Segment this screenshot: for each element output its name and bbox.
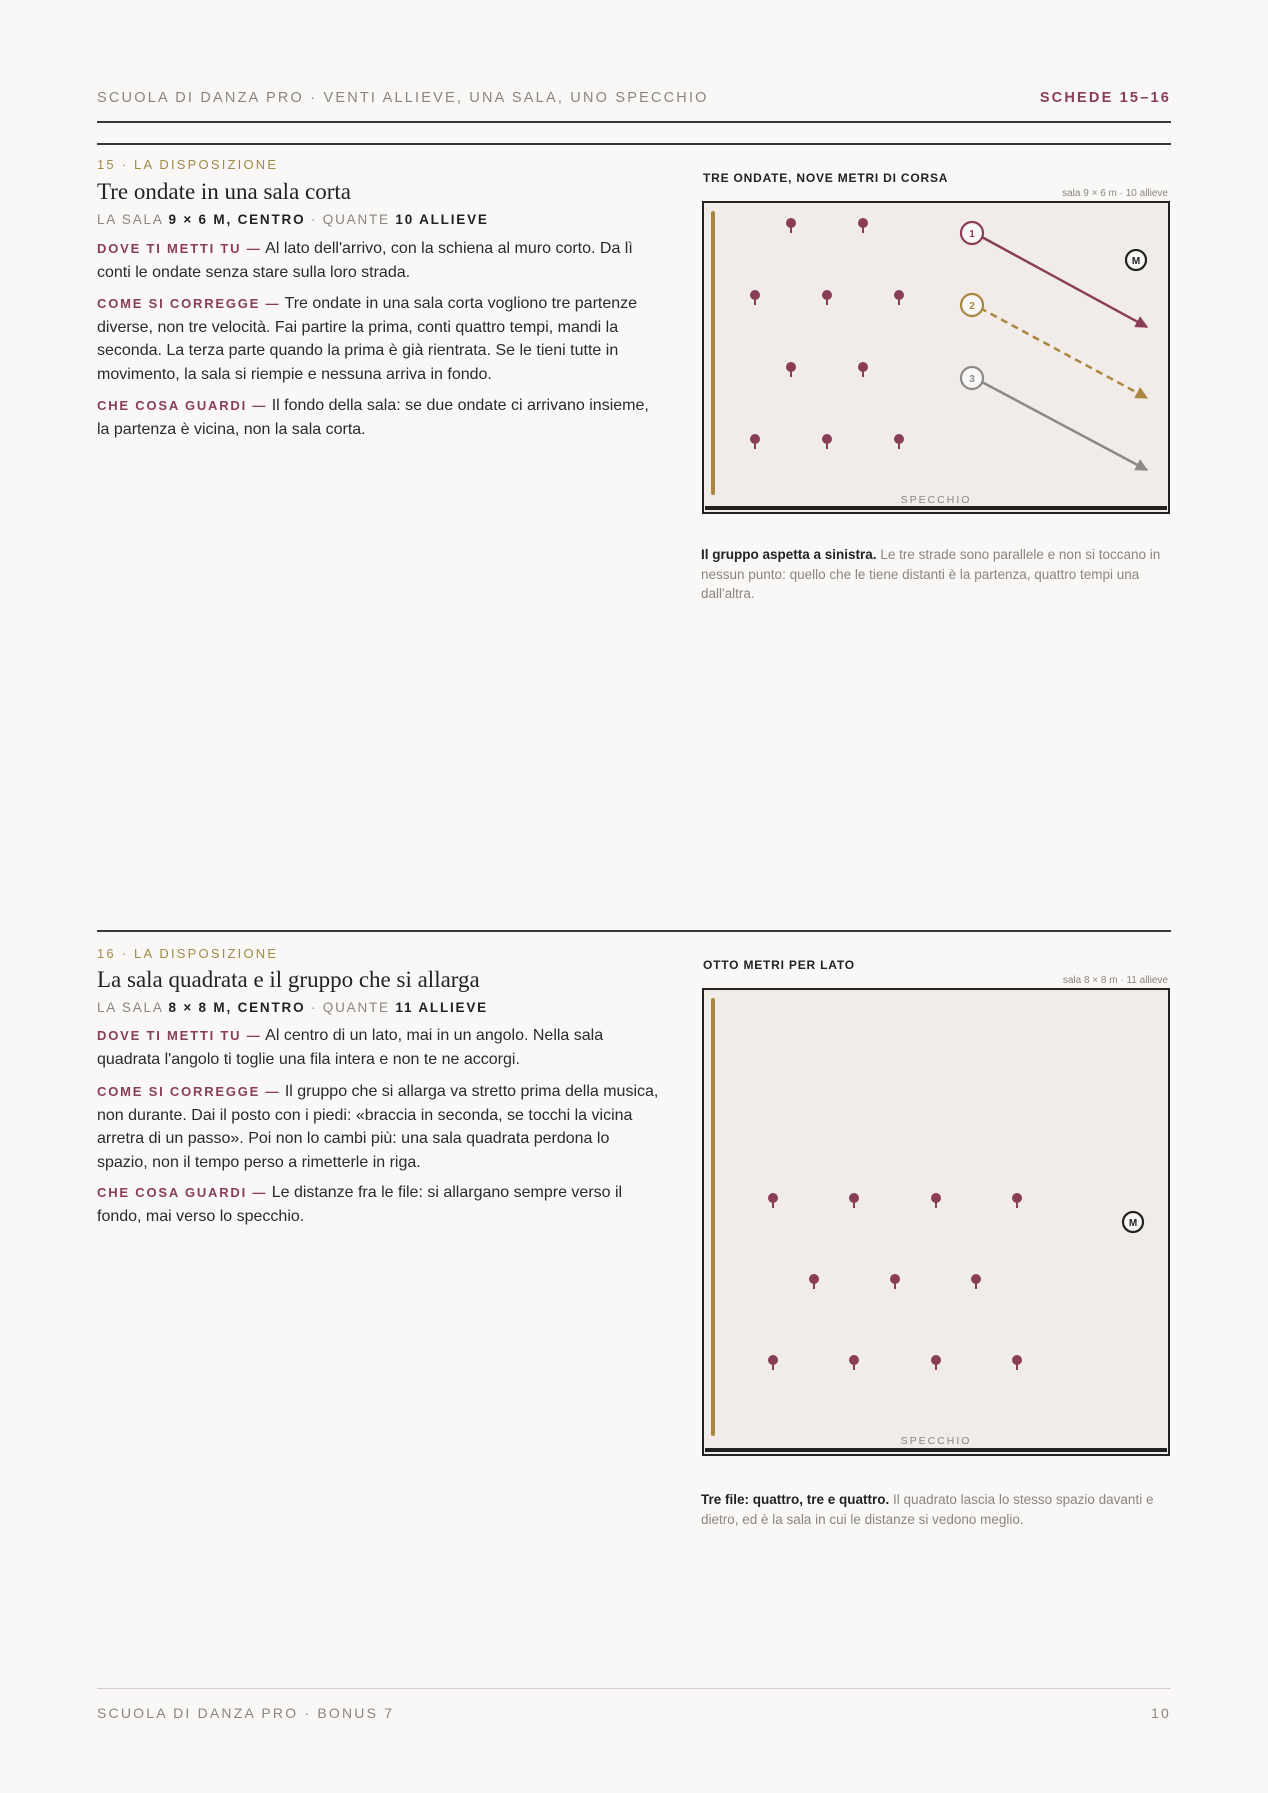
caption-text: Il quadrato lascia lo stesso spazio davanti e dietro, ed è la sala in cui le distanze si vedono meglio. xyxy=(701,1492,1154,1527)
paragraph-label: CHE COSA GUARDI — xyxy=(97,398,268,413)
header-rule-bottom xyxy=(97,143,1171,145)
count-value: 10 ALLIEVE xyxy=(395,212,489,227)
page-number: 10 xyxy=(1151,1705,1171,1721)
room-diagram-15 xyxy=(702,201,1170,514)
room-floor xyxy=(703,989,1169,1455)
sheet-divider xyxy=(97,930,1171,932)
wave-number: 1 xyxy=(969,229,975,240)
wave-number: 3 xyxy=(969,374,975,385)
caption-lead: Il gruppo aspetta a sinistra. xyxy=(701,547,877,562)
caption-text: Le tre strade sono parallele e non si toccano in nessun punto: quello che le tiene distanti è la partenza, quattro tempi una dall'altra. xyxy=(701,547,1161,601)
meta-separator: · xyxy=(310,212,318,227)
paragraph-text: Al lato dell'arrivo, con la schiena al muro corto. Da lì conti le ondate senza stare sulla loro strada. xyxy=(97,240,633,281)
paragraph-label: CHE COSA GUARDI — xyxy=(97,1185,268,1200)
mirror-label: SPECCHIO xyxy=(900,1435,972,1447)
teacher-marker xyxy=(1123,1212,1143,1232)
teacher-marker xyxy=(1126,250,1146,270)
room-diagram-16 xyxy=(702,988,1170,1456)
sheet-kicker: 15 · LA DISPOSIZIONE xyxy=(97,157,279,172)
sheet-meta xyxy=(97,1000,488,1015)
paragraph-text: Il fondo della sala: se due ondate ci arrivano insieme, la partenza è vicina, non la sala corta. xyxy=(97,397,649,438)
paragraph-correct xyxy=(97,292,662,386)
sheet-meta xyxy=(97,212,489,227)
paragraph-correct xyxy=(97,1080,662,1174)
paragraph-where xyxy=(97,237,662,284)
room-label: LA SALA xyxy=(97,212,163,227)
figure-title: OTTO METRI PER LATO xyxy=(703,958,855,972)
figure-subtitle: sala 9 × 6 m · 10 allieve xyxy=(1062,188,1168,199)
wave-number: 2 xyxy=(969,301,975,312)
paragraph-text: Le distanze fra le file: si allargano sempre verso il fondo, mai verso lo specchio. xyxy=(97,1184,623,1225)
paragraph-label: COME SI CORREGGE — xyxy=(97,296,281,311)
room-floor xyxy=(703,202,1169,513)
figure-caption xyxy=(701,545,1171,604)
paragraph-where xyxy=(97,1024,662,1071)
paragraph-watch xyxy=(97,1181,662,1228)
footer-rule xyxy=(97,1688,1171,1689)
sheet-kicker: 16 · LA DISPOSIZIONE xyxy=(97,946,279,961)
running-title: SCUOLA DI DANZA PRO · VENTI ALLIEVE, UNA SALA, UNO SPECCHIO xyxy=(97,90,709,106)
meta-separator: · xyxy=(310,1000,318,1015)
paragraph-text: Al centro di un lato, mai in un angolo. Nella sala quadrata l'angolo ti toglie una fila intera e non te ne accorgi. xyxy=(97,1027,604,1068)
figure-title: TRE ONDATE, NOVE METRI DI CORSA xyxy=(703,171,949,185)
header-rule-top xyxy=(97,121,1171,123)
teacher-label: M xyxy=(1128,1218,1138,1229)
paragraph-text: Tre ondate in una sala corta vogliono tre partenze diverse, non tre velocità. Fai partire la prima, conti quattro tempi, mandi la seconda. La terza parte quando la prima è già rientrata. Se le tieni tutte in movimento, la sala si riempie e nessuna arriva in fondo. xyxy=(97,295,638,383)
room-value: 8 × 8 M, CENTRO xyxy=(168,1000,306,1015)
count-label: QUANTE xyxy=(322,212,390,227)
footer-title: SCUOLA DI DANZA PRO · BONUS 7 xyxy=(97,1705,395,1721)
count-value: 11 ALLIEVE xyxy=(395,1000,488,1015)
mirror-label: SPECCHIO xyxy=(900,494,972,506)
paragraph-label: COME SI CORREGGE — xyxy=(97,1084,281,1099)
sheet-title: La sala quadrata e il gruppo che si allarga xyxy=(97,967,480,992)
figure-caption xyxy=(701,1490,1171,1529)
caption-lead: Tre file: quattro, tre e quattro. xyxy=(701,1492,890,1507)
figure-subtitle: sala 8 × 8 m · 11 allieve xyxy=(1062,975,1168,986)
room-value: 9 × 6 M, CENTRO xyxy=(168,212,306,227)
paragraph-label: DOVE TI METTI TU — xyxy=(97,241,262,256)
paragraph-text: Il gruppo che si allarga va stretto prima della musica, non durante. Dai il posto con i piedi: «braccia in seconda, se tocchi la vicina arretra di un passo». Poi non lo cambi più: una sala quadrata perdona lo spazio, non il tempo perso a rimetterle in riga. xyxy=(97,1083,659,1171)
sheet-title: Tre ondate in una sala corta xyxy=(97,179,351,204)
count-label: QUANTE xyxy=(322,1000,390,1015)
paragraph-label: DOVE TI METTI TU — xyxy=(97,1028,262,1043)
paragraph-watch xyxy=(97,394,662,441)
teacher-label: M xyxy=(1131,256,1141,267)
room-label: LA SALA xyxy=(97,1000,163,1015)
sheet-range: SCHEDE 15–16 xyxy=(1039,90,1171,106)
